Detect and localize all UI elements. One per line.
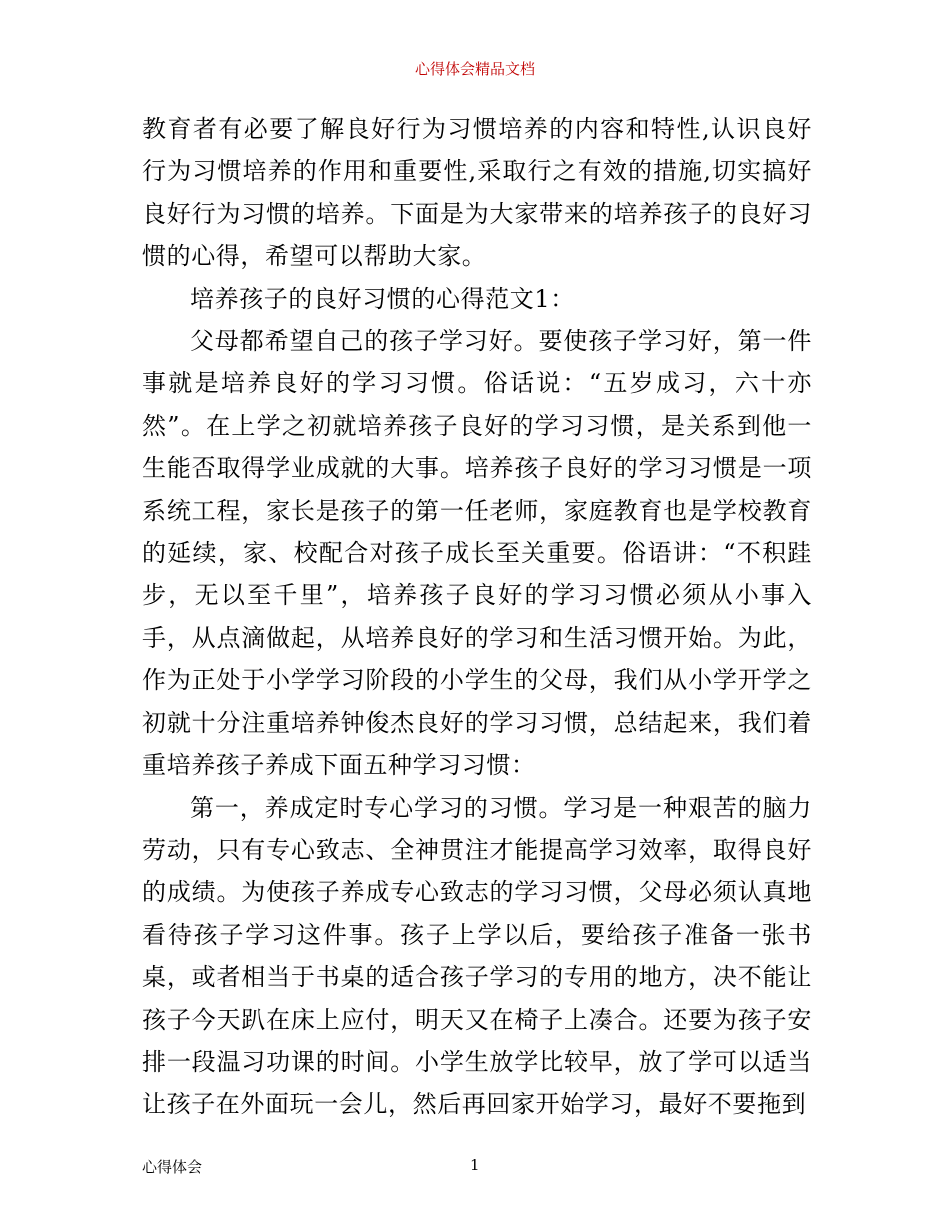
footer-label: 心得体会: [142, 1158, 203, 1176]
intro-paragraph: 教育者有必要了解良好行为习惯培养的内容和特性,认识良好行为习惯培养的作用和重要性,采取行之有效的措施,切实搞好良好行为习惯的培养。下面是为大家带来的培养孩子的良好习惯的心得，希望可以帮助大家。: [142, 115, 812, 271]
page-header-title: 心得体会精品文档: [414, 60, 535, 78]
body-paragraph-2: 第一，养成定时专心学习的习惯。学习是一种艰苦的脑力劳动，只有专心致志、全神贯注才能提高学习效率，取得良好的成绩。为使孩子养成专心致志的学习习惯，父母必须认真地看待孩子学习这件事。孩子上学以后，要给孩子准备一张书桌，或者相当于书桌的适合孩子学习的专用的地方，决不能让孩子今天趴在床上应付，明天又在椅子上凑合。还要为孩子安排一段温习功课的时间。小学生放学比较早，放了学可以适当让孩子在外面玩一会儿，然后再回家开始学习，最好不要拖到: [142, 793, 812, 1119]
body-paragraph-1: 父母都希望自己的孩子学习好。要使孩子学习好，第一件事就是培养良好的学习习惯。俗话说：“五岁成习，六十亦然”。在上学之初就培养孩子良好的学习习惯，是关系到他一生能否取得学业成就的大事。培养孩子良好的学习习惯是一项系统工程，家长是孩子的第一任老师，家庭教育也是学校教育的延续，家、校配合对孩子成长至关重要。俗语讲：“不积跬步，无以至千里”，培养孩子良好的学习习惯必须从小事入手，从点滴做起，从培养良好的学习和生活习惯开始。为此，作为正处于小学学习阶段的小学生的父母，我们从小学开学之初就十分注重培养钟俊杰良好的学习习惯，总结起来，我们着重培养孩子养成下面五种学习习惯：: [142, 327, 812, 780]
page-number: 1: [470, 1156, 480, 1174]
page-footer: [142, 1156, 812, 1178]
document-body: [142, 108, 812, 1126]
section-heading: 培养孩子的良好习惯的心得范文1：: [190, 284, 575, 313]
